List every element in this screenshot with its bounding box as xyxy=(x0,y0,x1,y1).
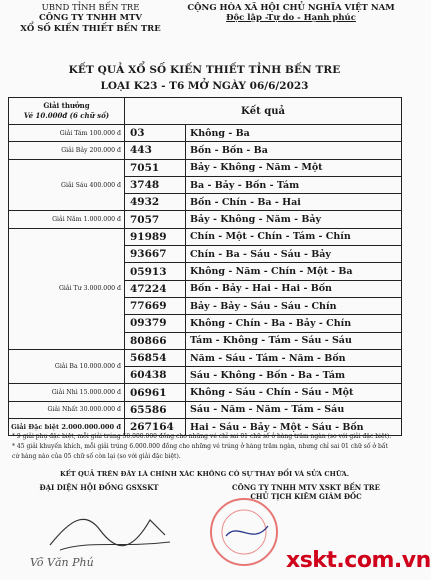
prize-label: Giải Bảy 200.000 đ xyxy=(9,142,125,159)
number-in-words: Không - Năm - Chín - Một - Ba xyxy=(186,263,402,280)
note-encouragement: * 45 giải khuyến khích, mỗi giải trúng 6.000.000 đồng cho những vé trúng ở hàng trăm ngàn, nhưng chỉ sai 01 chữ số ở bất xyxy=(12,443,388,450)
number-in-words: Bảy - Không - Năm - Bảy xyxy=(186,211,402,228)
table-row xyxy=(9,384,402,401)
site-watermark: xskt.com.vn xyxy=(286,548,431,573)
result-column-header: Kết quả xyxy=(125,98,402,125)
winning-number: 4932 xyxy=(125,194,186,211)
winning-number: 443 xyxy=(125,142,186,159)
table-row xyxy=(9,211,402,228)
number-in-words: Bốn - Chín - Ba - Hai xyxy=(186,194,402,211)
prize-label: Giải Sáu 400.000 đ xyxy=(9,159,125,211)
table-row xyxy=(9,401,402,418)
winning-number: 09379 xyxy=(125,315,186,332)
winning-number: 03 xyxy=(125,125,186,142)
number-in-words: Chín - Ba - Sáu - Sáu - Bảy xyxy=(186,246,402,263)
number-in-words: Tám - Không - Tám - Sáu - Sáu xyxy=(186,332,402,349)
left-signature xyxy=(40,500,180,560)
province-name: UBND TỈNH BẾN TRE xyxy=(41,3,140,13)
winning-number: 7051 xyxy=(125,159,186,176)
country-motto: Độc lập -Tự do - Hạnh phúc xyxy=(226,13,356,23)
winning-number: 77669 xyxy=(125,297,186,314)
winning-number: 60438 xyxy=(125,367,186,384)
document-subtitle: LOẠI K23 - T6 MỞ NGÀY 06/6/2023 xyxy=(100,80,309,92)
table-row xyxy=(9,125,402,142)
number-in-words: Sáu - Năm - Năm - Tám - Sáu xyxy=(186,401,402,418)
country-name: CỘNG HÒA XÃ HỘI CHỦ NGHĨA VIỆT NAM xyxy=(187,3,395,13)
document-title: KẾT QUẢ XỔ SỐ KIẾN THIẾT TỈNH BẾN TRE xyxy=(68,64,341,76)
winning-number: 80866 xyxy=(125,332,186,349)
disclaimer: KẾT QUẢ TRÊN ĐÂY LÀ CHÍNH XÁC KHÔNG CÓ SỰ THAY ĐỔI VÀ SỬA CHỮA. xyxy=(59,470,349,478)
table-row xyxy=(9,142,402,159)
prize-label: Giải Nhì 15.000.000 đ xyxy=(9,384,125,401)
header-right xyxy=(178,3,404,24)
prize-column-header xyxy=(9,98,125,125)
company-division: XỔ SỐ KIẾN THIẾT BẾN TRE xyxy=(20,24,161,34)
prize-header-sublabel: Vé 10.000đ (6 chữ số) xyxy=(23,111,110,120)
winning-number: 91989 xyxy=(125,228,186,245)
left-signer-name: Võ Văn Phú xyxy=(30,556,94,569)
winning-number: 3748 xyxy=(125,176,186,193)
winning-number: 47224 xyxy=(125,280,186,297)
prize-label: Giải Tư 3.000.000 đ xyxy=(9,228,125,349)
table-row xyxy=(9,349,402,366)
number-in-words: Không - Sáu - Chín - Sáu - Một xyxy=(186,384,402,401)
number-in-words: Bảy - Bảy - Sáu - Sáu - Chín xyxy=(186,297,402,314)
table-header-row xyxy=(9,98,402,125)
results-table xyxy=(8,97,402,436)
prize-label: Giải Đặc biệt 2.000.000.000 đ xyxy=(9,419,125,436)
number-in-words: Chín - Một - Chín - Tám - Chín xyxy=(186,228,402,245)
winning-number: 267164 xyxy=(125,419,186,436)
company-stamp xyxy=(208,496,280,568)
number-in-words: Không - Chín - Ba - Bảy - Chín xyxy=(186,315,402,332)
winning-number: 7057 xyxy=(125,211,186,228)
number-in-words: Hai - Sáu - Bảy - Một - Sáu - Bốn xyxy=(186,419,402,436)
number-in-words: Bốn - Bốn - Ba xyxy=(186,142,402,159)
number-in-words: Ba - Bảy - Bốn - Tám xyxy=(186,176,402,193)
company-name: CÔNG TY TNHH MTV xyxy=(39,13,142,23)
prize-label: Giải Nhất 30.000.000 đ xyxy=(9,401,125,418)
notes xyxy=(12,432,400,462)
winning-number: 56854 xyxy=(125,349,186,366)
prize-label: Giải Năm 1.000.000 đ xyxy=(9,211,125,228)
number-in-words: Bốn - Bảy - Hai - Hai - Bốn xyxy=(186,280,402,297)
number-in-words: Bảy - Không - Năm - Một xyxy=(186,159,402,176)
winning-number: 06961 xyxy=(125,384,186,401)
table-row xyxy=(9,228,402,245)
winning-number: 05913 xyxy=(125,263,186,280)
winning-number: 65586 xyxy=(125,401,186,418)
note-special-consolation: * 9 giải phụ đặc biệt, mỗi giải trúng 50.000.000 đồng cho những vé chỉ sai 01 chữ số ở hàng trăm ngàn (so với giải đặc biệt). xyxy=(12,433,392,440)
table-row xyxy=(9,159,402,176)
winning-number: 93667 xyxy=(125,246,186,263)
number-in-words: Không - Ba xyxy=(186,125,402,142)
number-in-words: Năm - Sáu - Tám - Năm - Bốn xyxy=(186,349,402,366)
header-left xyxy=(8,3,173,36)
right-signature-company: CÔNG TY TNHH MTV XSKT BẾN TRE xyxy=(232,483,380,492)
prize-label: Giải Ba 10.000.000 đ xyxy=(9,349,125,384)
prize-header-label: Giải thưởng xyxy=(43,101,90,110)
note-encouragement-continued: cứ hàng nào của 05 chữ số còn lại (so với giải đặc biệt). xyxy=(12,453,181,460)
left-signature-title: ĐẠI DIỆN HỘI ĐỒNG GSXSKT xyxy=(39,483,159,492)
prize-label: Giải Tám 100.000 đ xyxy=(9,125,125,142)
right-signature-title: CHỦ TỊCH KIÊM GIÁM ĐỐC xyxy=(250,492,362,501)
number-in-words: Sáu - Không - Bốn - Ba - Tám xyxy=(186,367,402,384)
